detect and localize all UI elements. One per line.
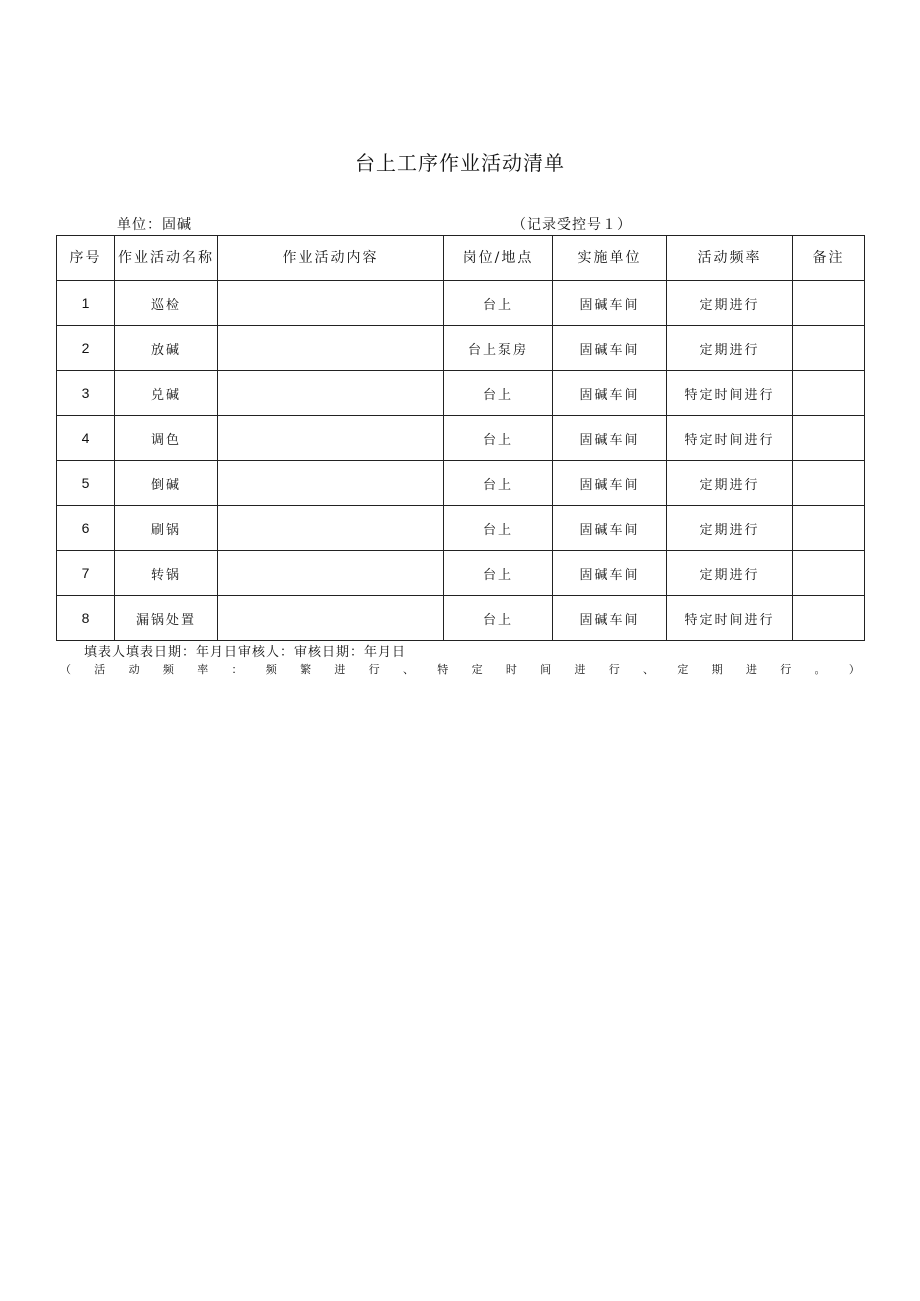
note-char: 定: [677, 663, 689, 676]
note-char: 特: [437, 663, 449, 676]
table-row: [57, 506, 865, 551]
cell-remark: [793, 281, 865, 326]
record-number: （记录受控号１）: [512, 217, 632, 233]
note-char: ：: [231, 663, 243, 676]
note-char: 行: [368, 663, 380, 676]
cell-implement-unit: 固碱车间: [553, 371, 667, 416]
unit-label: 单位：固碱: [117, 217, 192, 233]
cell-post-location: 台上: [444, 371, 553, 416]
note-char: ）: [848, 663, 860, 676]
cell-implement-unit: 固碱车间: [553, 506, 667, 551]
page-title: 台上工序作业活动清单: [355, 151, 565, 175]
cell-remark: [793, 371, 865, 416]
header-activity-name: 作业活动名称: [115, 236, 218, 281]
header-remark: 备注: [793, 236, 865, 281]
cell-post-location: 台上: [444, 281, 553, 326]
note-char: 繁: [300, 663, 312, 676]
activity-table: [56, 235, 865, 641]
header-frequency: 活动频率: [667, 236, 793, 281]
cell-frequency: 定期进行: [667, 326, 793, 371]
note-char: 行: [608, 663, 620, 676]
cell-seq: 5: [57, 461, 115, 506]
note-char: 活: [94, 663, 106, 676]
cell-post-location: 台上泵房: [444, 326, 553, 371]
cell-activity-content: [218, 461, 444, 506]
cell-remark: [793, 551, 865, 596]
signature-line: 填表人填表日期：年月日审核人：审核日期：年月日: [84, 645, 407, 660]
cell-seq: 3: [57, 371, 115, 416]
cell-remark: [793, 461, 865, 506]
cell-activity-content: [218, 596, 444, 641]
table-header-row: [57, 236, 865, 281]
cell-implement-unit: 固碱车间: [553, 416, 667, 461]
cell-frequency: 定期进行: [667, 281, 793, 326]
cell-activity-content: [218, 416, 444, 461]
cell-activity-content: [218, 281, 444, 326]
header-activity-content: 作业活动内容: [218, 236, 444, 281]
note-char: 进: [334, 663, 346, 676]
table-row: [57, 371, 865, 416]
note-char: 行: [780, 663, 792, 676]
cell-post-location: 台上: [444, 596, 553, 641]
cell-seq: 2: [57, 326, 115, 371]
note-char: 时: [505, 663, 517, 676]
frequency-note: [60, 661, 860, 677]
table-row: [57, 551, 865, 596]
cell-activity-content: [218, 371, 444, 416]
table-row: [57, 281, 865, 326]
cell-seq: 1: [57, 281, 115, 326]
note-char: 频: [162, 663, 174, 676]
cell-post-location: 台上: [444, 506, 553, 551]
header-post-location: 岗位/地点: [444, 236, 553, 281]
cell-post-location: 台上: [444, 461, 553, 506]
cell-activity-name: 刷锅: [115, 506, 218, 551]
note-char: 间: [540, 663, 552, 676]
cell-activity-name: 调色: [115, 416, 218, 461]
table-row: [57, 326, 865, 371]
cell-frequency: 特定时间进行: [667, 596, 793, 641]
cell-activity-content: [218, 551, 444, 596]
table-row: [57, 596, 865, 641]
cell-remark: [793, 596, 865, 641]
cell-implement-unit: 固碱车间: [553, 461, 667, 506]
header-seq: 序号: [57, 236, 115, 281]
cell-activity-content: [218, 506, 444, 551]
note-char: 、: [643, 663, 655, 676]
cell-remark: [793, 506, 865, 551]
cell-activity-name: 倒碱: [115, 461, 218, 506]
cell-remark: [793, 416, 865, 461]
note-char: 进: [574, 663, 586, 676]
cell-activity-name: 漏锅处置: [115, 596, 218, 641]
cell-activity-content: [218, 326, 444, 371]
cell-frequency: 特定时间进行: [667, 416, 793, 461]
cell-post-location: 台上: [444, 416, 553, 461]
cell-frequency: 定期进行: [667, 506, 793, 551]
note-char: 率: [197, 663, 209, 676]
cell-frequency: 特定时间进行: [667, 371, 793, 416]
cell-frequency: 定期进行: [667, 551, 793, 596]
cell-seq: 8: [57, 596, 115, 641]
cell-seq: 6: [57, 506, 115, 551]
cell-implement-unit: 固碱车间: [553, 326, 667, 371]
cell-seq: 7: [57, 551, 115, 596]
cell-implement-unit: 固碱车间: [553, 596, 667, 641]
cell-seq: 4: [57, 416, 115, 461]
cell-activity-name: 兑碱: [115, 371, 218, 416]
note-char: （: [60, 663, 71, 676]
note-char: 进: [745, 663, 757, 676]
cell-activity-name: 转锅: [115, 551, 218, 596]
cell-activity-name: 巡检: [115, 281, 218, 326]
note-char: 期: [711, 663, 723, 676]
note-char: 动: [128, 663, 140, 676]
cell-frequency: 定期进行: [667, 461, 793, 506]
table-row: [57, 416, 865, 461]
table-row: [57, 461, 865, 506]
cell-activity-name: 放碱: [115, 326, 218, 371]
note-char: 、: [402, 663, 414, 676]
note-char: 。: [814, 663, 826, 676]
header-implement-unit: 实施单位: [553, 236, 667, 281]
cell-implement-unit: 固碱车间: [553, 551, 667, 596]
cell-remark: [793, 326, 865, 371]
note-char: 频: [265, 663, 277, 676]
cell-post-location: 台上: [444, 551, 553, 596]
note-char: 定: [471, 663, 483, 676]
cell-implement-unit: 固碱车间: [553, 281, 667, 326]
